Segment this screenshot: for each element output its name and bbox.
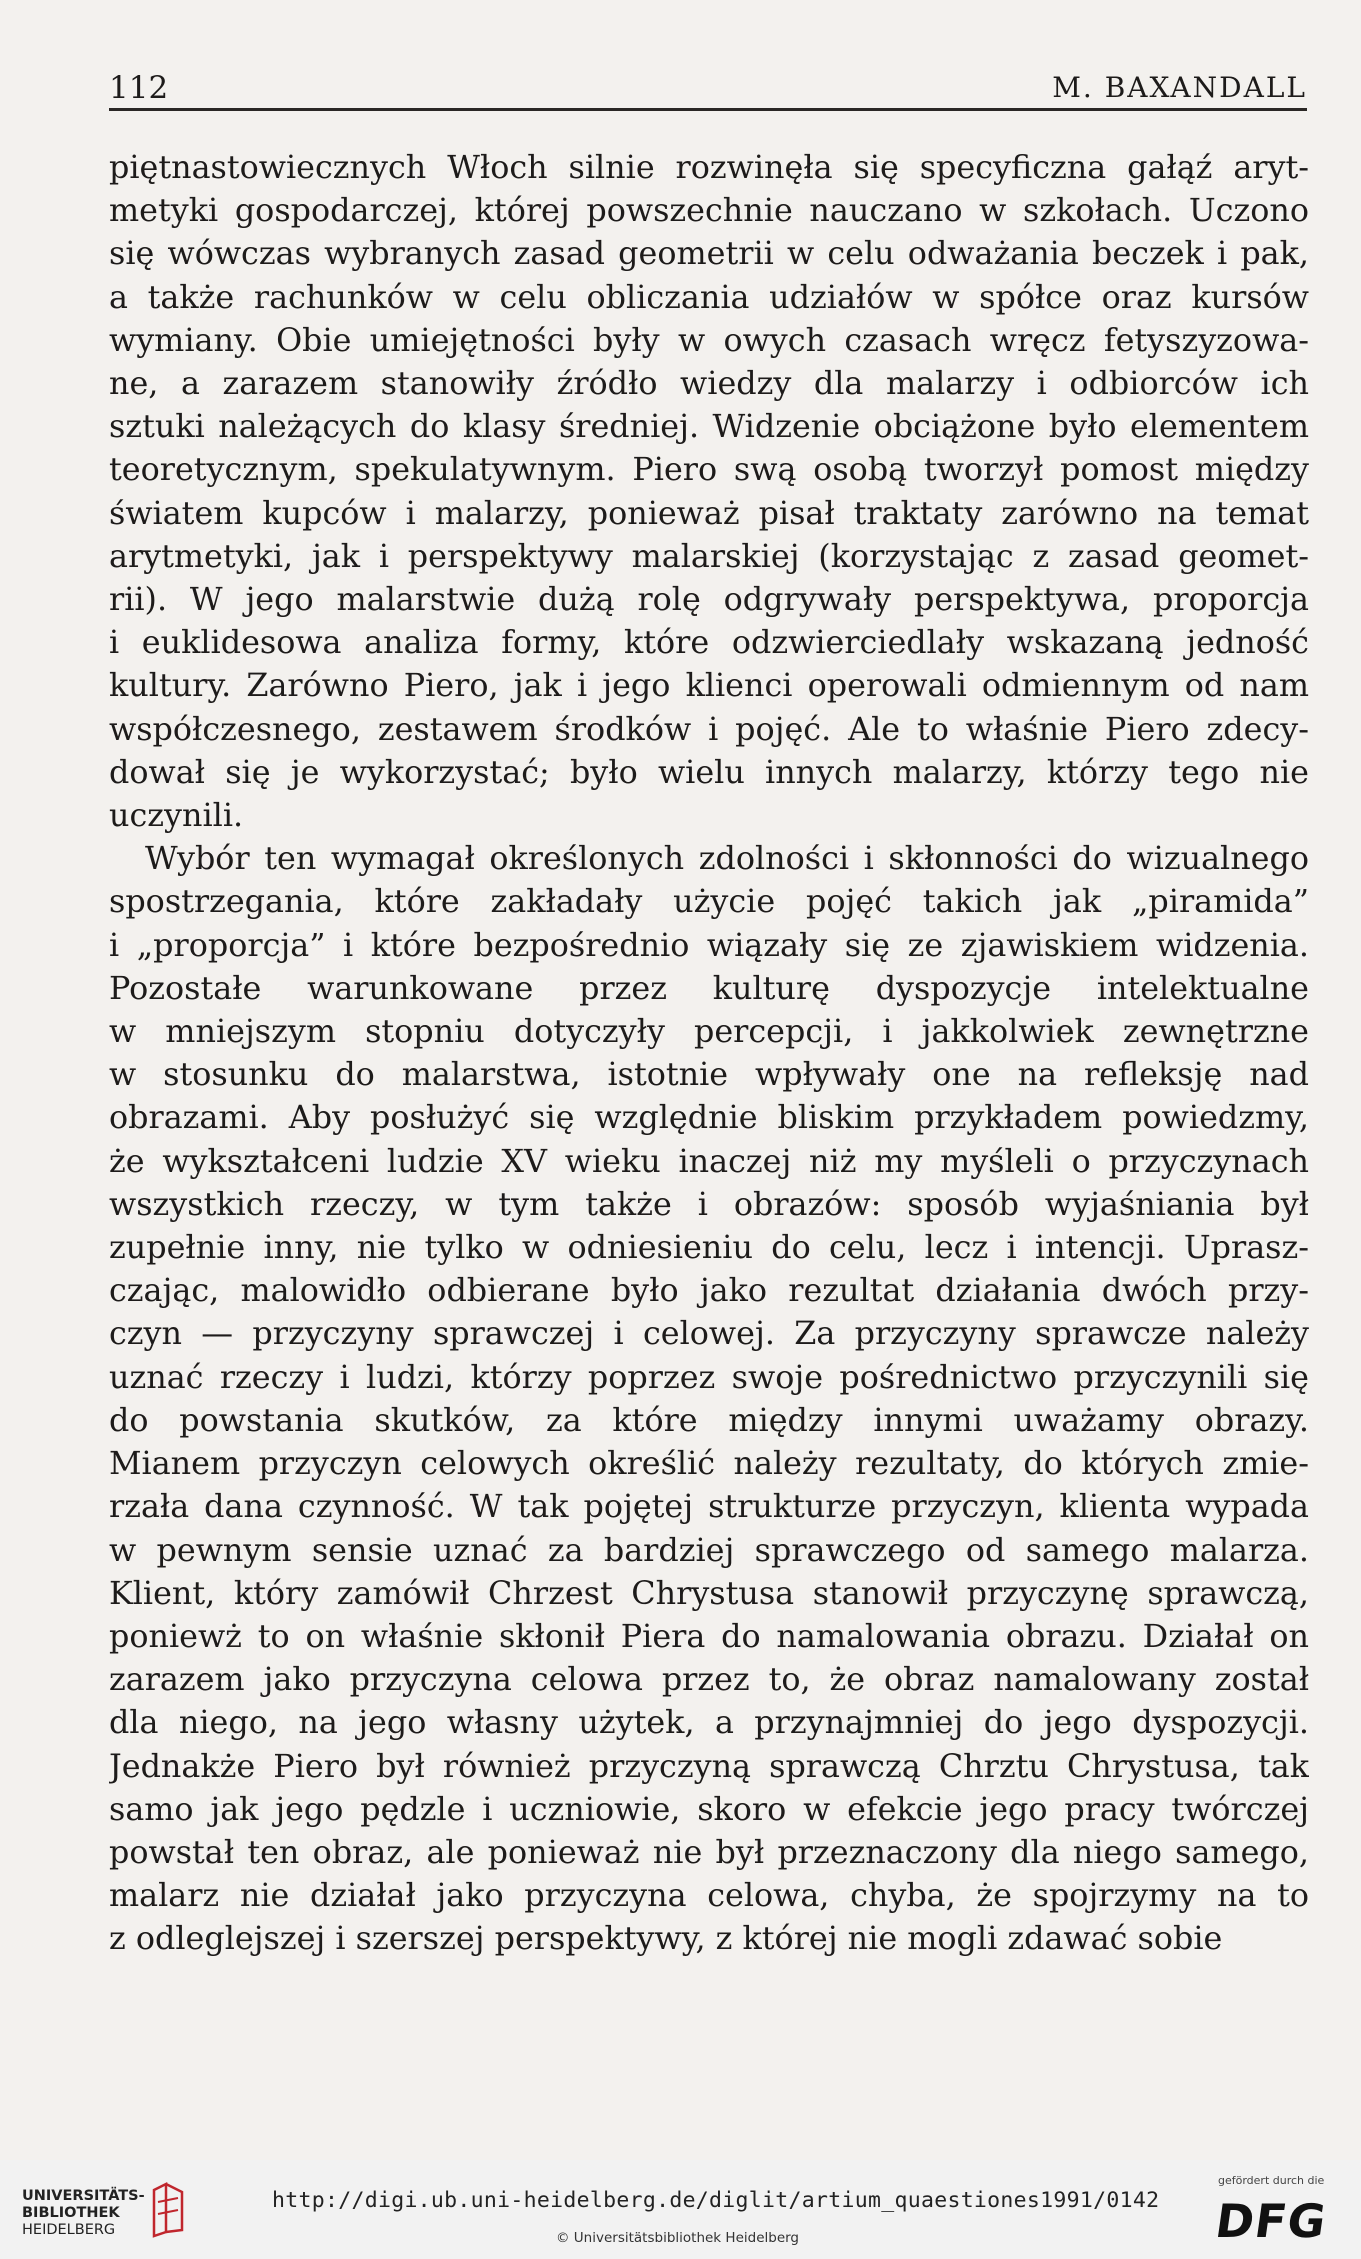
- text-line: w mniejszym stopniu dotyczyły percepcji, i jakkolwiek zewnętrzne: [109, 1013, 1309, 1051]
- text-line: a także rachunków w celu obliczania udziałów w spółce oraz kursów: [109, 278, 1309, 316]
- text-line: czyn — przyczyny sprawczej i celowej. Za przyczyny sprawcze należy: [109, 1315, 1309, 1353]
- text-line: Wybór ten wymagał określonych zdolności i skłonności do wizualnego: [145, 840, 1309, 878]
- text-line: rii). W jego malarstwie dużą rolę odgrywały perspektywa, proporcja: [109, 581, 1309, 619]
- text-line: sztuki należących do klasy średniej. Widzenie obciążone było elementem: [109, 408, 1309, 446]
- text-line: dował się je wykorzystać; było wielu innych malarzy, którzy tego nie: [109, 753, 1309, 791]
- text-line: w stosunku do malarstwa, istotnie wpływały one na refleksję nad: [109, 1056, 1309, 1094]
- body-text: [109, 146, 1309, 1961]
- text-line: arytmetyki, jak i perspektywy malarskiej (korzystając z zasad geomet-: [109, 537, 1309, 575]
- permalink-url[interactable]: http://digi.ub.uni-heidelberg.de/diglit/artium_quaestiones1991/0142: [272, 2188, 1160, 2213]
- library-logo-icon: [148, 2180, 188, 2242]
- text-line: wszystkich rzeczy, w tym także i obrazów: sposób wyjaśniania był: [109, 1185, 1309, 1223]
- page-number: 112: [109, 70, 169, 106]
- text-line: zupełnie inny, nie tylko w odniesieniu do celu, lecz i intencji. Uprasz-: [109, 1229, 1309, 1267]
- funded-by-label: gefördert durch die: [1218, 2174, 1325, 2187]
- text-line: spostrzegania, które zakładały użycie pojęć takich jak „piramida”: [109, 883, 1309, 921]
- running-head: M. BAXANDALL: [1052, 71, 1307, 104]
- text-line: czając, malowidło odbierane było jako rezultat działania dwóch przy-: [109, 1272, 1309, 1310]
- text-line: rzała dana czynność. W tak pojętej strukturze przyczyn, klienta wypada: [109, 1488, 1309, 1526]
- text-line: ne, a zarazem stanowiły źródło wiedzy dla malarzy i odbiorców ich: [109, 365, 1309, 403]
- text-line: się wówczas wybranych zasad geometrii w celu odważania beczek i pak,: [109, 235, 1309, 273]
- library-name: [22, 2188, 145, 2239]
- text-line: kultury. Zarówno Piero, jak i jego klienci operowali odmiennym od nam: [109, 667, 1309, 705]
- footer-bar: [0, 2160, 1361, 2259]
- text-line: z odleglejszej i szerszej perspektywy, z której nie mogli zdawać sobie: [109, 1920, 1223, 1958]
- text-line: współczesnego, zestawem środków i pojęć. Ale to właśnie Piero zdecy-: [109, 710, 1309, 748]
- text-line: samo jak jego pędzle i uczniowie, skoro w efekcie jego pracy twórczej: [109, 1790, 1309, 1828]
- text-line: Mianem przyczyn celowych określić należy rezultaty, do których zmie-: [109, 1445, 1309, 1483]
- page-header: [109, 68, 1307, 111]
- text-line: obrazami. Aby posłużyć się względnie bliskim przykładem powiedzmy,: [109, 1099, 1309, 1137]
- text-line: dla niego, na jego własny użytek, a przynajmniej do jego dyspozycji.: [109, 1704, 1309, 1742]
- text-line: w pewnym sensie uznać za bardziej sprawczego od samego malarza.: [109, 1531, 1309, 1569]
- library-name-line3: HEIDELBERG: [22, 2222, 116, 2238]
- text-line: malarz nie działał jako przyczyna celowa, chyba, że spojrzymy na to: [109, 1877, 1309, 1915]
- text-line: teoretycznym, spekulatywnym. Piero swą osobą tworzył pomost między: [109, 451, 1309, 489]
- copyright-notice: © Universitätsbibliothek Heidelberg: [556, 2230, 800, 2246]
- text-line: metyki gospodarczej, której powszechnie nauczano w szkołach. Uczono: [109, 192, 1309, 230]
- text-line: uznać rzeczy i ludzi, którzy poprzez swoje pośrednictwo przyczynili się: [109, 1358, 1309, 1396]
- text-line: i „proporcja” i które bezpośrednio wiązały się ze zjawiskiem widzenia.: [109, 926, 1309, 964]
- text-line: Klient, który zamówił Chrzest Chrystusa stanowił przyczynę sprawczą,: [109, 1574, 1309, 1612]
- text-line: Jednakże Piero był również przyczyną sprawczą Chrztu Chrystusa, tak: [109, 1747, 1309, 1785]
- text-line: i euklidesowa analiza formy, które odzwierciedlały wskazaną jedność: [109, 624, 1309, 662]
- text-line: że wykształceni ludzie XV wieku inaczej niż my myśleli o przyczynach: [109, 1142, 1309, 1180]
- text-line: Pozostałe warunkowane przez kulturę dyspozycje intelektualne: [109, 969, 1309, 1007]
- text-line: światem kupców i malarzy, ponieważ pisał traktaty zarówno na temat: [109, 494, 1309, 532]
- text-line: powstał ten obraz, ale ponieważ nie był przeznaczony dla niego samego,: [109, 1833, 1309, 1871]
- text-line: do powstania skutków, za które między innymi uważamy obrazy.: [109, 1401, 1309, 1439]
- library-name-line1: UNIVERSITÄTS-: [22, 2188, 145, 2204]
- text-line: poniewż to on właśnie skłonił Piera do namalowania obrazu. Działał on: [109, 1617, 1309, 1655]
- text-line: uczynili.: [109, 797, 244, 835]
- text-line: zarazem jako przyczyna celowa przez to, że obraz namalowany został: [109, 1661, 1309, 1699]
- dfg-logo: DFG: [1212, 2194, 1331, 2248]
- text-line: piętnastowiecznych Włoch silnie rozwinęła się specyficzna gałąź aryt-: [109, 149, 1309, 186]
- library-name-line2: BIBLIOTHEK: [22, 2205, 120, 2221]
- text-line: wymiany. Obie umiejętności były w owych czasach wręcz fetyszyzowa-: [109, 321, 1309, 359]
